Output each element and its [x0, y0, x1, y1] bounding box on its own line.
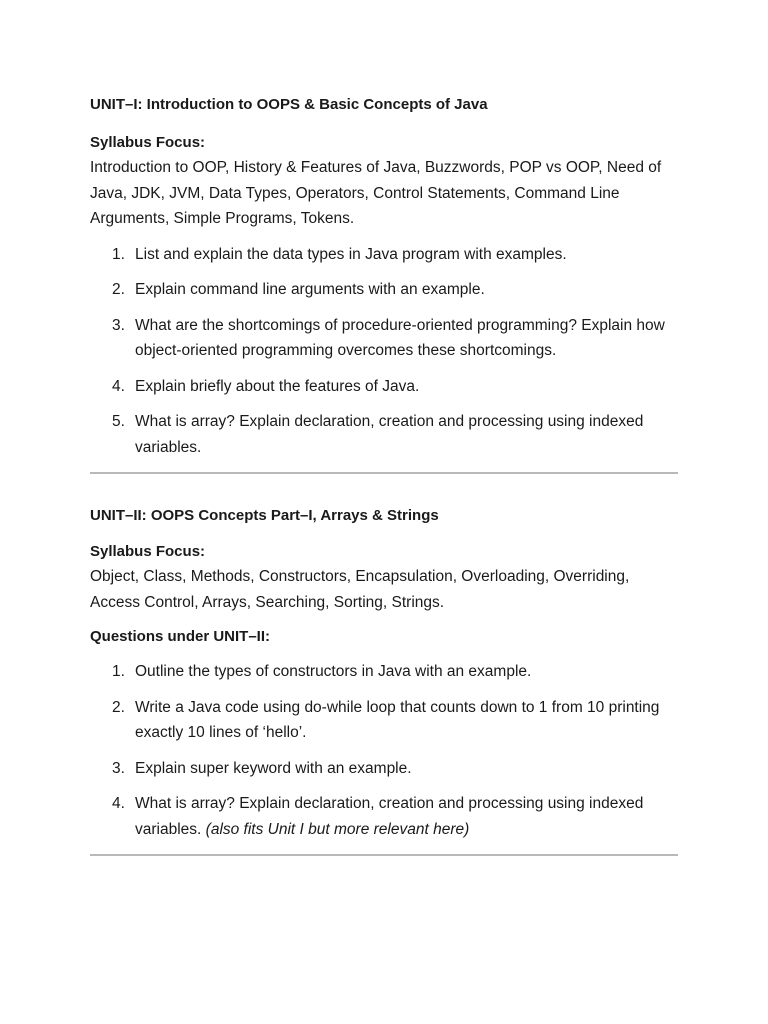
- list-item: [90, 695, 680, 746]
- question-number: 1.: [112, 663, 125, 680]
- list-item: [90, 374, 680, 400]
- unit-2-questions-label: Questions under UNIT–II:: [90, 628, 271, 645]
- question-text: What are the shortcomings of procedure-oriented programming? Explain how object-oriented programming overcomes these shortcomings.: [135, 316, 665, 359]
- list-item: [90, 242, 680, 268]
- question-text: What is array? Explain declaration, creation and processing using indexed variables.: [135, 413, 644, 456]
- question-number: 5.: [112, 413, 125, 430]
- unit-2-syllabus-label: Syllabus Focus:: [90, 543, 206, 560]
- question-text: What is array? Explain declaration, creation and processing using indexed variables.: [135, 795, 644, 838]
- document-page: [90, 0, 680, 856]
- unit-2-question-list: [90, 659, 680, 842]
- question-number: 3.: [112, 759, 125, 777]
- question-number: 2.: [112, 698, 125, 716]
- question-number: 3.: [112, 316, 125, 334]
- unit-1-question-list: [90, 242, 680, 461]
- question-number: 1.: [112, 245, 125, 263]
- unit-1-syllabus-text: Introduction to OOP, History & Features of Java, Buzzwords, POP vs OOP, Need of Java, JDK, JVM, Data Types, Operators, Control Statements, Command Line Arguments, Simple Programs, Tokens.: [90, 159, 662, 227]
- list-item: [90, 409, 680, 460]
- unit-1-title: UNIT–I: Introduction to OOPS & Basic Concepts of Java: [90, 96, 488, 113]
- question-note: (also fits Unit I but more relevant here): [205, 820, 470, 838]
- section-divider: [90, 472, 678, 474]
- list-item: [90, 756, 680, 782]
- unit-2-title: UNIT–II: OOPS Concepts Part–I, Arrays & Strings: [90, 507, 439, 524]
- list-item: [90, 313, 680, 364]
- section-divider: [90, 854, 678, 856]
- question-text: List and explain the data types in Java program with examples.: [135, 245, 567, 263]
- list-item: [90, 659, 680, 685]
- question-text: Explain super keyword with an example.: [135, 759, 412, 777]
- question-text: Outline the types of constructors in Java with an example.: [135, 663, 532, 680]
- question-number: 4.: [112, 795, 125, 812]
- unit-2-syllabus-text: Object, Class, Methods, Constructors, Encapsulation, Overloading, Overriding, Access Control, Arrays, Searching, Sorting, Strings.: [90, 568, 630, 611]
- question-number: 2.: [112, 281, 125, 298]
- question-text: Write a Java code using do-while loop that counts down to 1 from 10 printing exactly 10 lines of ‘hello’.: [135, 698, 660, 741]
- list-item: [90, 277, 680, 303]
- unit-1-section: [90, 95, 680, 474]
- unit-2-section: [90, 506, 680, 856]
- question-number: 4.: [112, 377, 125, 395]
- unit-1-syllabus-label: Syllabus Focus:: [90, 134, 206, 151]
- list-item: [90, 791, 680, 842]
- question-text: Explain command line arguments with an example.: [135, 281, 485, 298]
- question-text: Explain briefly about the features of Java.: [135, 377, 420, 395]
